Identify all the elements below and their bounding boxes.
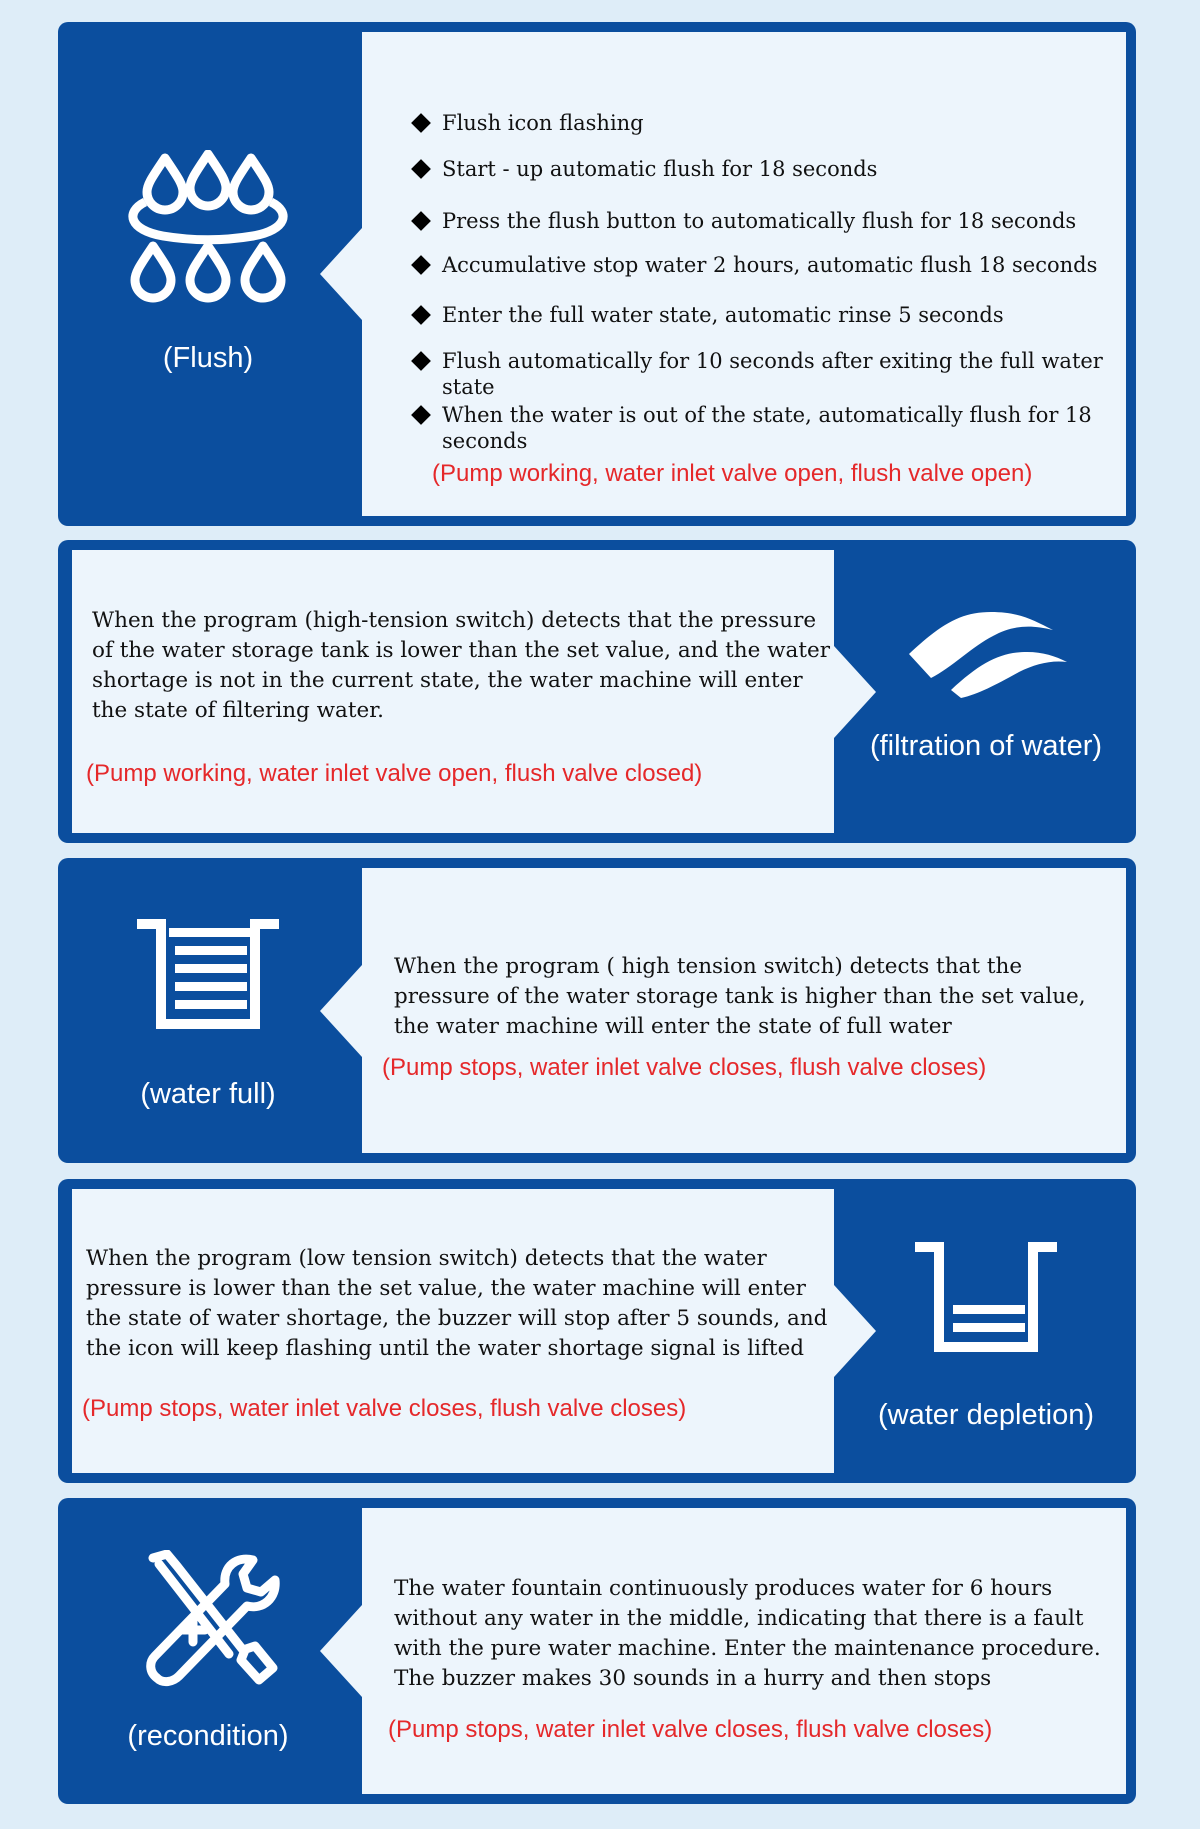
flush-caption: (Flush) [162,342,254,374]
recondition-status: (Pump stops, water inlet valve closes, flush valve closes) [388,1716,993,1743]
water-depletion-description: When the program (low tension switch) detects that the water pressure is lower than the set value, the water machine will enter the state of water shortage, the buzzer will stop after 5 sounds, and the icon will keep flashing until the water shortage signal is lifted [86,1246,828,1361]
filtration-panel [72,550,834,833]
flush-status: (Pump working, water inlet valve open, flush valve open) [432,460,1033,487]
water-waves-icon [901,602,1071,702]
recondition-description: The water fountain continuously produces water for 6 hours without any water in the middle, indicating that there is a fault with the pure water machine. Enter the maintenance procedure. The buzzer makes 30 sounds in a hurry and then stops [394,1576,1101,1691]
tank-empty-icon [911,1241,1061,1361]
diamond-bullet-icon [411,113,431,133]
water-full-caption: (water full) [140,1078,276,1110]
diamond-bullet-icon [411,211,431,231]
list-item: When the water is out of the state, automatically flush for 18 seconds [414,402,1120,454]
flush-icon [123,150,293,310]
list-item: Enter the full water state, automatic rinse 5 seconds [414,302,1120,328]
water-full-section [58,858,1136,1163]
water-full-icon-box [58,858,358,1163]
water-depletion-panel [72,1189,834,1473]
diamond-bullet-icon [411,159,431,179]
flush-panel [362,32,1126,516]
flush-icon-box [58,22,358,526]
diamond-bullet-icon [411,255,431,275]
diamond-bullet-icon [411,351,431,371]
water-depletion-caption: (water depletion) [878,1399,1094,1431]
water-depletion-status: (Pump stops, water inlet valve closes, flush valve closes) [82,1395,687,1422]
list-item: Start - up automatic flush for 18 seconds [414,156,1120,182]
filtration-status: (Pump working, water inlet valve open, flush valve closed) [86,760,703,787]
list-item: Flush icon flashing [414,110,1120,136]
list-item: Press the flush button to automatically flush for 18 seconds [414,208,1120,234]
water-depletion-section [58,1179,1136,1483]
water-full-status: (Pump stops, water inlet valve closes, flush valve closes) [382,1054,987,1081]
list-item: Accumulative stop water 2 hours, automatic flush 18 seconds [414,252,1120,278]
list-item: Flush automatically for 10 seconds after exiting the full water state [414,348,1120,400]
filtration-icon-box [836,540,1136,843]
water-depletion-icon-box [836,1179,1136,1483]
panel-arrow [320,228,362,320]
flush-section [58,22,1136,526]
water-full-description: When the program ( high tension switch) detects that the pressure of the water storage tank is higher than the set value, the water machine will enter the state of full water [394,954,1086,1039]
diamond-bullet-icon [411,405,431,425]
filtration-caption: (filtration of water) [869,730,1103,762]
diamond-bullet-icon [411,305,431,325]
tank-full-icon [133,918,283,1038]
filtration-section [58,540,1136,843]
filtration-description: When the program (high-tension switch) detects that the pressure of the water storage tank is lower than the set value, and the water shortage is not in the current state, the water machine will enter the state of filtering water. [92,608,830,723]
panel-arrow [320,965,362,1057]
tools-icon [133,1550,283,1690]
recondition-icon-box [58,1498,358,1804]
recondition-panel [362,1508,1126,1794]
recondition-section [58,1498,1136,1804]
water-full-panel [362,868,1126,1153]
panel-arrow [320,1605,362,1697]
recondition-caption: (recondition) [127,1720,289,1752]
